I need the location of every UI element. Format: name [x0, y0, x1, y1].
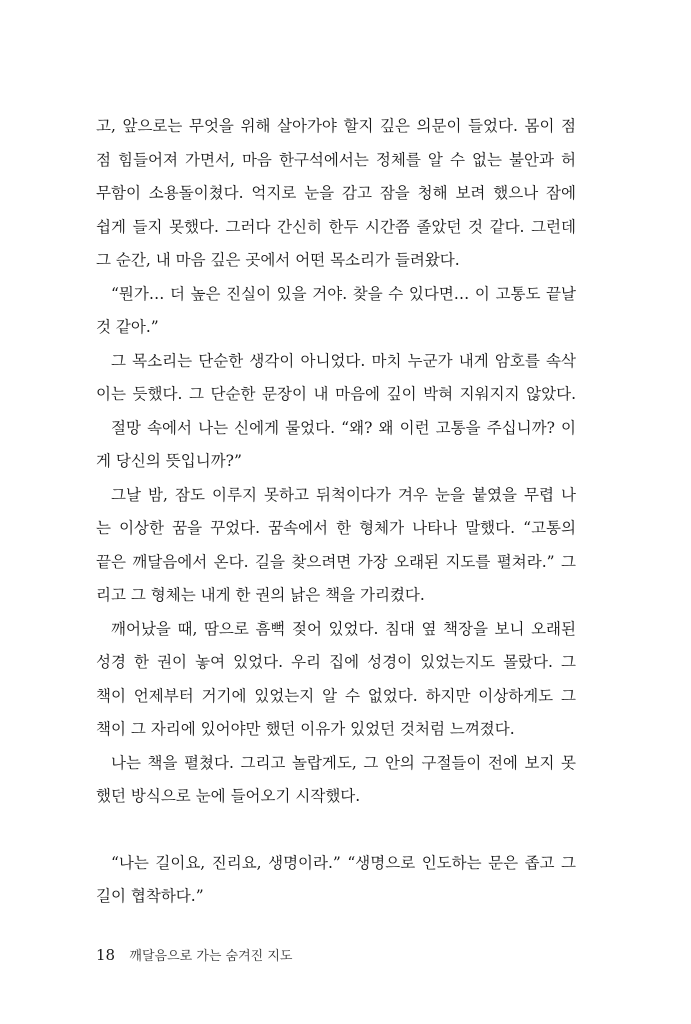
text-line: 이는 듯했다. 그 단순한 문장이 내 마음에 깊이 박혀 지워지지 않았다.: [96, 385, 576, 403]
text-line: 했던 방식으로 눈에 들어오기 시작했다.: [96, 787, 361, 805]
text-line: 책이 그 자리에 있어야만 했던 이유가 있었던 것처럼 느껴졌다.: [96, 720, 515, 738]
text-line: 그 목소리는 단순한 생각이 아니었다. 마치 누군가 내게 암호를 속삭: [111, 351, 576, 370]
text-line: 는 이상한 꿈을 꾸었다. 꿈속에서 한 형체가 나타나 말했다. “고통의: [96, 519, 576, 537]
text-line: 리고 그 형체는 내게 한 권의 낡은 책을 가리켰다.: [96, 586, 425, 604]
text-line: 그날 밤, 잠도 이루지 못하고 뒤척이다가 겨우 눈을 붙였을 무렵 나: [111, 485, 576, 504]
text-line: 쉽게 들지 못했다. 그러다 간신히 한두 시간쯤 졸았던 것 같다. 그런데: [96, 217, 576, 236]
text-line: 고, 앞으로는 무엇을 위해 살아가야 할지 깊은 의문이 들었다. 몸이 점: [96, 117, 576, 135]
page-number: 18: [96, 946, 116, 964]
text-line: 것 같아.”: [96, 318, 159, 336]
running-title: 깨달음으로 가는 숨겨진 지도: [129, 949, 293, 964]
text-line: “나는 길이요, 진리요, 생명이라.” “생명으로 인도하는 문은 좁고 그: [111, 853, 576, 872]
text-line: 나는 책을 펼쳤다. 그리고 놀랍게도, 그 안의 구절들이 전에 보지 못: [111, 753, 576, 772]
text-line: 절망 속에서 나는 신에게 물었다. “왜? 왜 이런 고통을 주십니까? 이: [111, 418, 576, 437]
text-line: 점 힘들어져 가면서, 마음 한구석에서는 정체를 알 수 없는 불안과 허: [96, 150, 576, 169]
text-line: 끝은 깨달음에서 온다. 길을 찾으려면 가장 오래된 지도를 펼쳐라.” 그: [96, 552, 576, 571]
text-line: 게 당신의 뜻입니까?”: [96, 452, 242, 470]
text-line: 길이 협착하다.”: [96, 887, 204, 905]
text-line: 성경 한 권이 놓여 있었다. 우리 집에 성경이 있었는지도 몰랐다. 그: [96, 653, 576, 671]
body-text: [96, 110, 576, 914]
text-line: 그 순간, 내 마음 깊은 곳에서 어떤 목소리가 들려왔다.: [96, 251, 460, 269]
text-line: 책이 언제부터 거기에 있었는지 알 수 없었다. 하지만 이상하게도 그: [96, 686, 576, 705]
paragraph-gap: [96, 814, 576, 847]
page-footer: [96, 944, 292, 966]
text-line: 무함이 소용돌이쳤다. 억지로 눈을 감고 잠을 청해 보려 했으나 잠에: [96, 184, 576, 202]
text-line: 깨어났을 때, 땀으로 흠뻑 젖어 있었다. 침대 옆 책장을 보니 오래된: [111, 619, 576, 638]
text-line: “뭔가… 더 높은 진실이 있을 거야. 찾을 수 있다면… 이 고통도 끝날: [111, 284, 576, 303]
